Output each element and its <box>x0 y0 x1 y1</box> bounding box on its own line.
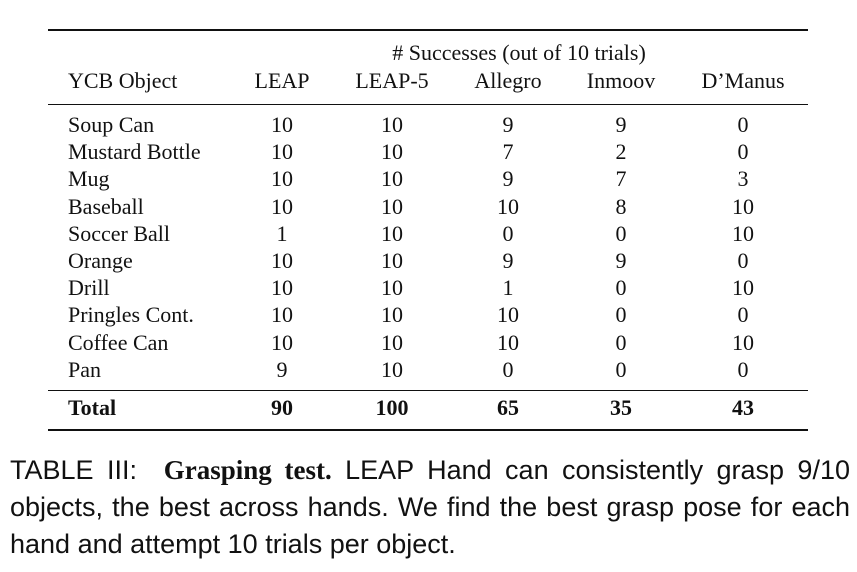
table-cell-dmanus: 0 <box>737 302 749 327</box>
total-value-leap-5: 100 <box>375 395 409 420</box>
table-top-rule <box>48 29 808 31</box>
table-row-object: Orange <box>68 248 133 273</box>
group-header: # Successes (out of 10 trials) <box>392 40 646 65</box>
table-cell-leap-5: 10 <box>381 330 403 355</box>
column-header-leap: LEAP <box>254 68 310 93</box>
table-cell-leap-5: 10 <box>381 221 403 246</box>
column-header-dmanus: D’Manus <box>701 68 785 93</box>
table-cell-inmoov: 2 <box>615 139 627 164</box>
table-row-object: Soccer Ball <box>68 221 171 246</box>
table-cell-dmanus: 10 <box>732 221 754 246</box>
column-header-allegro: Allegro <box>474 68 542 93</box>
table-row-object: Baseball <box>68 194 144 219</box>
table-row-object: Pan <box>68 357 101 382</box>
table-cell-inmoov: 0 <box>615 221 627 246</box>
caption-title: Grasping test. <box>163 455 332 485</box>
total-value-allegro: 65 <box>497 395 519 420</box>
table-cell-inmoov: 0 <box>615 302 627 327</box>
table-cell-leap: 10 <box>271 330 293 355</box>
table-row-object: Drill <box>68 275 110 300</box>
table-cell-inmoov: 0 <box>615 357 627 382</box>
total-value-dmanus: 43 <box>732 395 754 420</box>
table-cell-allegro: 0 <box>502 221 514 246</box>
table-row-object: Mustard Bottle <box>68 139 201 164</box>
column-header-leap-5: LEAP-5 <box>355 68 429 93</box>
table-cell-leap-5: 10 <box>381 248 403 273</box>
table-cell-inmoov: 9 <box>615 112 627 137</box>
table-cell-allegro: 10 <box>497 302 519 327</box>
table-cell-leap: 10 <box>271 302 293 327</box>
table-cell-dmanus: 10 <box>732 194 754 219</box>
table-cell-leap-5: 10 <box>381 194 403 219</box>
total-value-inmoov: 35 <box>610 395 632 420</box>
table-cell-dmanus: 0 <box>737 139 749 164</box>
table-cell-dmanus: 0 <box>737 357 749 382</box>
table-cell-dmanus: 0 <box>737 248 749 273</box>
column-header-inmoov: Inmoov <box>586 68 656 93</box>
table-cell-dmanus: 0 <box>737 112 749 137</box>
table-cell-inmoov: 9 <box>615 248 627 273</box>
table-cell-inmoov: 8 <box>615 194 627 219</box>
table-cell-inmoov: 0 <box>615 275 627 300</box>
table-caption <box>10 452 850 563</box>
table-cell-allegro: 9 <box>502 248 514 273</box>
header-rule <box>48 104 808 105</box>
table-cell-leap-5: 10 <box>381 112 403 137</box>
table-cell-leap: 1 <box>276 221 288 246</box>
object-column-header: YCB Object <box>68 68 178 93</box>
table-cell-leap-5: 10 <box>381 166 403 191</box>
table-row-object: Mug <box>68 166 110 191</box>
caption-label: TABLE III: <box>10 455 137 485</box>
table-cell-dmanus: 10 <box>732 275 754 300</box>
table-bottom-rule <box>48 429 808 431</box>
table-cell-leap-5: 10 <box>381 275 403 300</box>
table-cell-dmanus: 3 <box>737 166 749 191</box>
table-cell-inmoov: 7 <box>615 166 627 191</box>
total-separator-rule <box>48 390 808 391</box>
table-cell-allegro: 7 <box>502 139 514 164</box>
table-row-object: Pringles Cont. <box>68 302 194 327</box>
table-cell-leap: 10 <box>271 194 293 219</box>
table-cell-allegro: 1 <box>502 275 514 300</box>
table-row-object: Coffee Can <box>68 330 169 355</box>
total-label: Total <box>68 395 117 420</box>
table-cell-leap-5: 10 <box>381 139 403 164</box>
table-cell-allegro: 9 <box>502 166 514 191</box>
table-cell-allegro: 10 <box>497 330 519 355</box>
table-row-object: Soup Can <box>68 112 155 137</box>
table-cell-leap: 10 <box>271 139 293 164</box>
table-cell-leap: 10 <box>271 166 293 191</box>
table-cell-leap-5: 10 <box>381 357 403 382</box>
table-cell-inmoov: 0 <box>615 330 627 355</box>
table-cell-leap: 10 <box>271 248 293 273</box>
table-cell-dmanus: 10 <box>732 330 754 355</box>
total-value-leap: 90 <box>271 395 293 420</box>
table-cell-leap: 9 <box>276 357 288 382</box>
caption-text: LEAP Hand can consistently grasp 9/10 objects, the best across hands. We find the best grasp pose for each hand and attempt 10 trials per object. <box>10 455 850 559</box>
table-cell-allegro: 10 <box>497 194 519 219</box>
table-cell-leap: 10 <box>271 112 293 137</box>
table-cell-leap-5: 10 <box>381 302 403 327</box>
table-cell-allegro: 9 <box>502 112 514 137</box>
table-cell-leap: 10 <box>271 275 293 300</box>
table-cell-allegro: 0 <box>502 357 514 382</box>
